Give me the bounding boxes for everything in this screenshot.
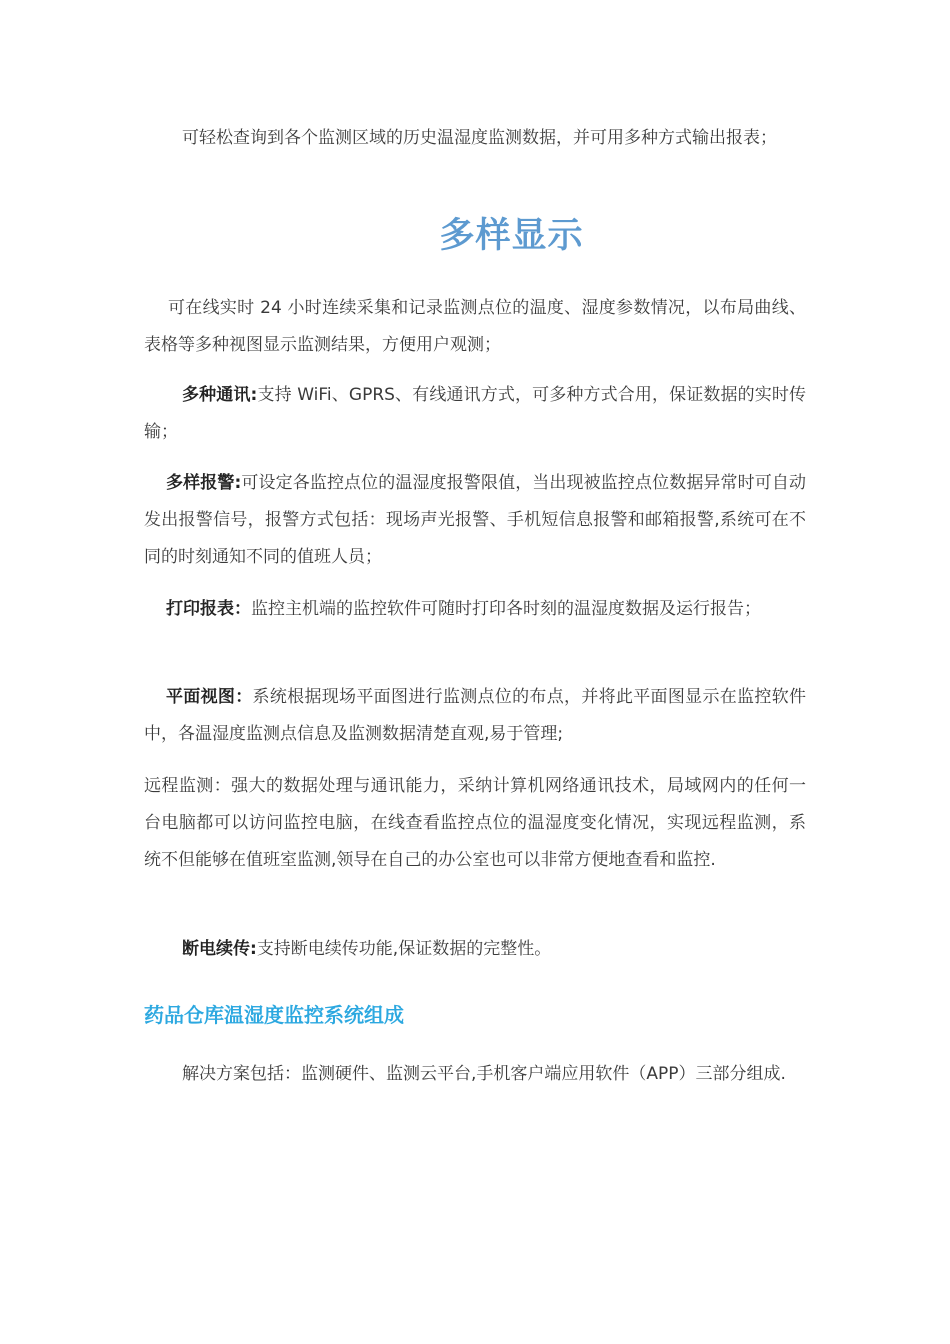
plane-view-text: 系统根据现场平面图进行监测点位的布点，并将此平面图显示在监控软件中，各温湿度监测点信息及监测数据清楚直观,易于管理; [144, 687, 807, 744]
power-resume-text: 支持断电续传功能,保证数据的完整性。 [256, 939, 552, 959]
history-text: 可轻松查询到各个监测区域的历史温湿度监测数据，并可用多种方式输出报表； [182, 128, 777, 148]
plane-view-lead: 平面视图： [166, 687, 253, 707]
display-title: 多样显示 [439, 216, 584, 256]
alarm-lead: 多样报警: [166, 473, 242, 493]
alarm-text: 可设定各监控点位的温湿度报警限值，当出现被监控点位数据异常时可自动发出报警信号，报警方式包括：现场声光报警、手机短信息报警和邮箱报警,系统可在不同的时刻通知不同的值班人员； [144, 473, 806, 567]
communication-lead: 多种通讯: [182, 385, 258, 405]
alarm-paragraph [144, 465, 806, 576]
remote-monitoring-text: 远程监测：强大的数据处理与通讯能力，采纳计算机网络通讯技术，局域网内的任何一台电脑都可以访问监控电脑，在线查看监控点位的温湿度变化情况，实现远程监测，系统不但能够在值班室监测,领导在自己的办公室也可以非常方便地查看和监控. [144, 776, 806, 870]
display-paragraph [144, 290, 806, 364]
plane-view-paragraph [144, 679, 806, 753]
print-paragraph [144, 591, 806, 628]
print-lead: 打印报表： [166, 599, 251, 619]
solution-paragraph [144, 1056, 806, 1093]
print-text: 监控主机端的监控软件可随时打印各时刻的温湿度数据及运行报告； [251, 599, 761, 619]
power-resume-paragraph [144, 931, 806, 968]
system-heading: 药品仓库温湿度监控系统组成 [144, 1003, 404, 1027]
communication-text: 支持 WiFi、GPRS、有线通讯方式，可多种方式合用，保证数据的实时传输； [144, 385, 806, 442]
remote-monitoring-paragraph [144, 768, 806, 879]
solution-text: 解决方案包括：监测硬件、监测云平台,手机客户端应用软件（APP）三部分组成. [182, 1064, 786, 1084]
communication-paragraph [144, 377, 806, 451]
display-text: 可在线实时 24 小时连续采集和记录监测点位的温度、湿度参数情况，以布局曲线、表格等多种视图显示监测结果，方便用户观测； [144, 298, 806, 355]
history-paragraph [144, 120, 806, 157]
power-resume-lead: 断电续传: [182, 939, 257, 959]
